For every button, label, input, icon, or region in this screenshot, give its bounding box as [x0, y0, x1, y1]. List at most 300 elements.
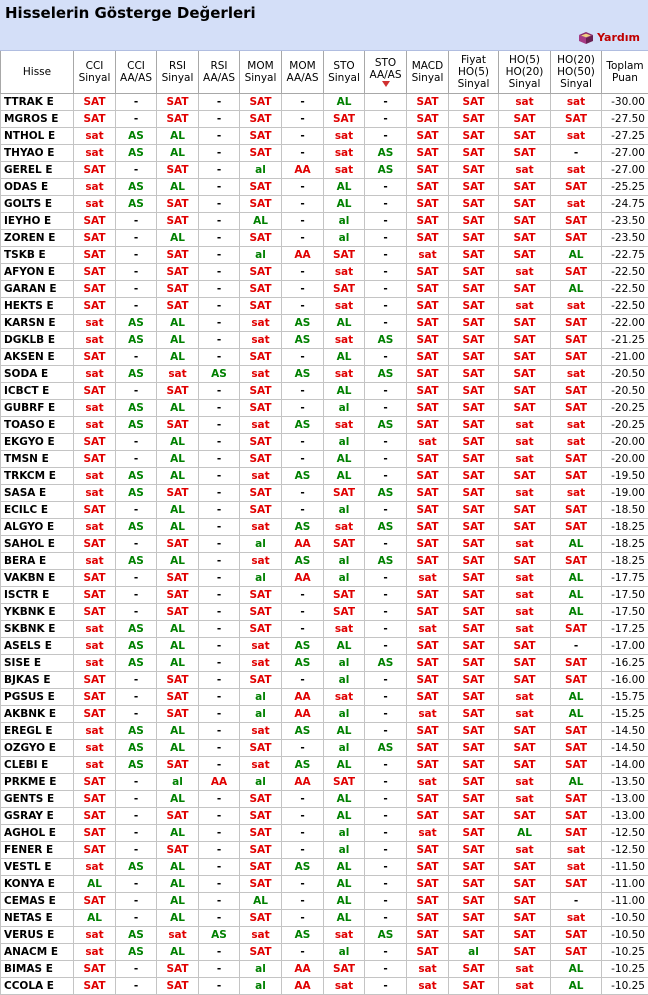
- column-header-label: Sinyal: [551, 78, 601, 90]
- signal-cell: -: [282, 808, 324, 825]
- column-header-label: Sinyal: [240, 72, 281, 84]
- total-score: -15.25: [602, 706, 648, 723]
- signal-cell: -: [116, 706, 157, 723]
- signal-cell: -: [365, 893, 407, 910]
- signal-cell: -: [365, 570, 407, 587]
- table-row: [1, 706, 648, 723]
- signal-cell: SAT: [407, 638, 449, 655]
- signal-cell: -: [116, 434, 157, 451]
- stock-symbol[interactable]: BIMAS E: [1, 961, 74, 978]
- signal-cell: sat: [499, 774, 551, 791]
- total-score: -22.75: [602, 247, 648, 264]
- signal-cell: -: [282, 94, 324, 111]
- signal-cell: SAT: [499, 553, 551, 570]
- stock-symbol[interactable]: FENER E: [1, 842, 74, 859]
- table-row: [1, 638, 648, 655]
- stock-symbol[interactable]: ZOREN E: [1, 230, 74, 247]
- signal-cell: AS: [116, 179, 157, 196]
- signal-cell: -: [365, 757, 407, 774]
- stock-symbol[interactable]: IEYHO E: [1, 213, 74, 230]
- stock-symbol[interactable]: ANACM E: [1, 944, 74, 961]
- signal-cell: sat: [499, 570, 551, 587]
- signal-cell: sat: [157, 927, 199, 944]
- signal-cell: -: [282, 910, 324, 927]
- stock-symbol[interactable]: SAHOL E: [1, 536, 74, 553]
- column-header[interactable]: [602, 51, 648, 94]
- total-score: -13.00: [602, 791, 648, 808]
- stock-symbol[interactable]: VERUS E: [1, 927, 74, 944]
- signal-cell: -: [365, 604, 407, 621]
- signal-cell: al: [324, 230, 365, 247]
- signal-cell: SAT: [407, 757, 449, 774]
- stock-symbol[interactable]: PGSUS E: [1, 689, 74, 706]
- signal-cell: SAT: [499, 723, 551, 740]
- stock-symbol[interactable]: ISCTR E: [1, 587, 74, 604]
- column-header[interactable]: [116, 51, 157, 94]
- stock-symbol[interactable]: GUBRF E: [1, 400, 74, 417]
- signal-cell: al: [324, 655, 365, 672]
- total-score: -10.25: [602, 944, 648, 961]
- column-header-label: CCI: [74, 60, 115, 72]
- signal-cell: SAT: [324, 485, 365, 502]
- help-link[interactable]: [578, 31, 640, 44]
- page-header: [0, 0, 648, 51]
- signal-cell: -: [199, 791, 240, 808]
- signal-cell: sat: [240, 553, 282, 570]
- signal-cell: -: [199, 655, 240, 672]
- signal-cell: -: [116, 842, 157, 859]
- signal-cell: -: [199, 706, 240, 723]
- stock-symbol[interactable]: TOASO E: [1, 417, 74, 434]
- signal-cell: AL: [324, 893, 365, 910]
- signal-cell: SAT: [499, 400, 551, 417]
- signal-cell: SAT: [499, 468, 551, 485]
- signal-cell: -: [365, 961, 407, 978]
- stock-symbol[interactable]: SODA E: [1, 366, 74, 383]
- total-score: -27.00: [602, 162, 648, 179]
- signal-cell: SAT: [324, 604, 365, 621]
- column-header[interactable]: [240, 51, 282, 94]
- signal-cell: sat: [74, 519, 116, 536]
- stock-symbol[interactable]: YKBNK E: [1, 604, 74, 621]
- signal-cell: SAT: [449, 587, 499, 604]
- signal-cell: -: [199, 502, 240, 519]
- signal-cell: SAT: [551, 672, 602, 689]
- signal-cell: SAT: [157, 570, 199, 587]
- signal-cell: SAT: [157, 247, 199, 264]
- stock-symbol[interactable]: AGHOL E: [1, 825, 74, 842]
- signal-cell: SAT: [407, 196, 449, 213]
- column-header-label: AA/AS: [282, 72, 323, 84]
- table-row: [1, 961, 648, 978]
- signal-cell: -: [116, 94, 157, 111]
- table-row: [1, 196, 648, 213]
- signal-cell: sat: [499, 689, 551, 706]
- stock-symbol[interactable]: SKBNK E: [1, 621, 74, 638]
- signal-cell: SAT: [499, 927, 551, 944]
- signal-cell: SAT: [407, 485, 449, 502]
- column-header-label: Hisse: [1, 66, 73, 78]
- signal-cell: sat: [240, 468, 282, 485]
- signal-cell: SAT: [551, 230, 602, 247]
- signal-cell: SAT: [157, 604, 199, 621]
- signal-cell: -: [282, 825, 324, 842]
- stock-symbol[interactable]: AKSEN E: [1, 349, 74, 366]
- column-header[interactable]: [407, 51, 449, 94]
- signal-cell: sat: [74, 417, 116, 434]
- signal-cell: -: [365, 213, 407, 230]
- column-header-label: Fiyat: [449, 54, 498, 66]
- signal-cell: SAT: [74, 230, 116, 247]
- signal-cell: sat: [499, 536, 551, 553]
- signal-cell: -: [199, 145, 240, 162]
- stock-symbol[interactable]: BJKAS E: [1, 672, 74, 689]
- signal-cell: -: [199, 179, 240, 196]
- signal-cell: -: [282, 383, 324, 400]
- column-header[interactable]: [551, 51, 602, 94]
- signal-cell: -: [116, 383, 157, 400]
- stock-symbol[interactable]: PRKME E: [1, 774, 74, 791]
- table-row: [1, 179, 648, 196]
- signal-cell: SAT: [324, 774, 365, 791]
- signal-cell: sat: [499, 978, 551, 995]
- signal-cell: AA: [282, 978, 324, 995]
- signal-cell: AL: [324, 468, 365, 485]
- total-score: -16.25: [602, 655, 648, 672]
- signal-cell: AS: [116, 757, 157, 774]
- stock-symbol[interactable]: NTHOL E: [1, 128, 74, 145]
- table-row: [1, 400, 648, 417]
- signal-cell: AL: [499, 825, 551, 842]
- signal-cell: AL: [324, 910, 365, 927]
- signal-cell: sat: [74, 740, 116, 757]
- signal-cell: SAT: [157, 264, 199, 281]
- stock-symbol[interactable]: DGKLB E: [1, 332, 74, 349]
- signal-cell: SAT: [407, 94, 449, 111]
- column-header-label: STO: [365, 57, 406, 69]
- signal-cell: AS: [282, 315, 324, 332]
- signal-cell: -: [199, 264, 240, 281]
- signal-cell: SAT: [157, 808, 199, 825]
- total-score: -11.00: [602, 876, 648, 893]
- signal-cell: sat: [74, 485, 116, 502]
- total-score: -20.25: [602, 417, 648, 434]
- signal-cell: SAT: [74, 349, 116, 366]
- stock-symbol[interactable]: EKGYO E: [1, 434, 74, 451]
- stock-symbol[interactable]: TMSN E: [1, 451, 74, 468]
- column-header[interactable]: [499, 51, 551, 94]
- signal-cell: SAT: [240, 281, 282, 298]
- stock-symbol[interactable]: ECILC E: [1, 502, 74, 519]
- signal-cell: AL: [157, 859, 199, 876]
- signal-cell: AL: [157, 128, 199, 145]
- signal-cell: sat: [407, 978, 449, 995]
- column-header-label: HO(50): [551, 66, 601, 78]
- signal-cell: AS: [365, 927, 407, 944]
- total-score: -22.00: [602, 315, 648, 332]
- signal-cell: SAT: [499, 349, 551, 366]
- total-score: -22.50: [602, 298, 648, 315]
- signal-cell: SAT: [499, 383, 551, 400]
- total-score: -12.50: [602, 825, 648, 842]
- signal-cell: SAT: [407, 179, 449, 196]
- stock-symbol[interactable]: CCOLA E: [1, 978, 74, 995]
- signal-cell: SAT: [449, 128, 499, 145]
- table-row: [1, 689, 648, 706]
- signal-cell: -: [116, 451, 157, 468]
- signal-cell: AL: [157, 451, 199, 468]
- signal-cell: sat: [324, 332, 365, 349]
- page-title: Hisselerin Gösterge Değerleri: [5, 4, 256, 22]
- column-header[interactable]: [157, 51, 199, 94]
- signal-cell: SAT: [449, 570, 499, 587]
- signal-cell: al: [324, 400, 365, 417]
- stock-symbol[interactable]: VAKBN E: [1, 570, 74, 587]
- signal-cell: sat: [240, 366, 282, 383]
- signal-cell: SAT: [499, 111, 551, 128]
- signal-cell: -: [199, 604, 240, 621]
- signal-cell: -: [116, 349, 157, 366]
- signal-cell: SAT: [407, 264, 449, 281]
- signal-cell: -: [365, 689, 407, 706]
- signal-cell: AA: [282, 689, 324, 706]
- stock-symbol[interactable]: CLEBI E: [1, 757, 74, 774]
- signal-cell: SAT: [499, 332, 551, 349]
- stock-symbol[interactable]: ALGYO E: [1, 519, 74, 536]
- signal-cell: SAT: [74, 791, 116, 808]
- signal-cell: -: [365, 536, 407, 553]
- signal-cell: sat: [324, 927, 365, 944]
- signal-cell: SAT: [551, 451, 602, 468]
- stock-symbol[interactable]: TRKCM E: [1, 468, 74, 485]
- signal-cell: SAT: [499, 366, 551, 383]
- table-row: [1, 332, 648, 349]
- signal-cell: SAT: [499, 315, 551, 332]
- table-row: [1, 808, 648, 825]
- signal-cell: SAT: [449, 740, 499, 757]
- column-header-label: RSI: [199, 60, 239, 72]
- signal-cell: AL: [157, 825, 199, 842]
- stock-symbol[interactable]: NETAS E: [1, 910, 74, 927]
- signal-cell: SAT: [157, 281, 199, 298]
- signal-cell: AL: [551, 281, 602, 298]
- total-score: -20.50: [602, 366, 648, 383]
- total-score: -16.00: [602, 672, 648, 689]
- signal-cell: SAT: [449, 315, 499, 332]
- signal-cell: SAT: [157, 111, 199, 128]
- signal-cell: -: [282, 672, 324, 689]
- signal-cell: -: [116, 264, 157, 281]
- signal-cell: -: [199, 553, 240, 570]
- signal-cell: AL: [324, 383, 365, 400]
- table-row: [1, 978, 648, 995]
- signal-cell: AL: [157, 468, 199, 485]
- stock-symbol[interactable]: KONYA E: [1, 876, 74, 893]
- signal-cell: AS: [282, 655, 324, 672]
- signal-cell: AS: [116, 740, 157, 757]
- signal-cell: SAT: [499, 808, 551, 825]
- signal-cell: AL: [157, 910, 199, 927]
- signal-cell: SAT: [157, 536, 199, 553]
- signal-cell: -: [199, 672, 240, 689]
- stock-symbol[interactable]: EREGL E: [1, 723, 74, 740]
- signal-cell: SAT: [407, 876, 449, 893]
- signal-cell: -: [116, 536, 157, 553]
- total-score: -21.25: [602, 332, 648, 349]
- signal-cell: -: [365, 638, 407, 655]
- stock-symbol[interactable]: TSKB E: [1, 247, 74, 264]
- column-header[interactable]: [199, 51, 240, 94]
- stock-symbol[interactable]: AKBNK E: [1, 706, 74, 723]
- signal-cell: sat: [499, 621, 551, 638]
- stock-symbol[interactable]: GEREL E: [1, 162, 74, 179]
- signal-cell: al: [240, 774, 282, 791]
- signal-cell: AL: [240, 893, 282, 910]
- stock-symbol[interactable]: ODAS E: [1, 179, 74, 196]
- total-score: -18.50: [602, 502, 648, 519]
- signal-cell: SAT: [499, 502, 551, 519]
- signal-cell: sat: [240, 757, 282, 774]
- signal-cell: SAT: [74, 247, 116, 264]
- stock-symbol[interactable]: SISE E: [1, 655, 74, 672]
- signal-cell: sat: [407, 706, 449, 723]
- signal-cell: SAT: [449, 213, 499, 230]
- stock-symbol[interactable]: SASA E: [1, 485, 74, 502]
- stock-symbol[interactable]: THYAO E: [1, 145, 74, 162]
- column-header-label: HO(20): [551, 54, 601, 66]
- table-row: [1, 94, 648, 111]
- total-score: -18.25: [602, 536, 648, 553]
- signal-cell: -: [199, 111, 240, 128]
- signal-cell: sat: [499, 434, 551, 451]
- signal-cell: al: [240, 978, 282, 995]
- signal-cell: SAT: [407, 723, 449, 740]
- signal-cell: SAT: [324, 536, 365, 553]
- signal-cell: SAT: [240, 145, 282, 162]
- stock-symbol[interactable]: ASELS E: [1, 638, 74, 655]
- signal-cell: SAT: [157, 196, 199, 213]
- signal-cell: SAT: [449, 723, 499, 740]
- signal-cell: sat: [240, 417, 282, 434]
- signal-cell: sat: [324, 621, 365, 638]
- signal-cell: -: [199, 842, 240, 859]
- signal-cell: sat: [74, 553, 116, 570]
- signal-cell: SAT: [499, 672, 551, 689]
- signal-cell: AL: [157, 145, 199, 162]
- signal-cell: SAT: [499, 213, 551, 230]
- column-header[interactable]: [1, 51, 74, 94]
- total-score: -10.25: [602, 978, 648, 995]
- stock-symbol[interactable]: GENTS E: [1, 791, 74, 808]
- signal-cell: AL: [157, 553, 199, 570]
- signal-cell: -: [199, 383, 240, 400]
- signal-cell: SAT: [499, 247, 551, 264]
- signal-cell: -: [116, 825, 157, 842]
- signal-cell: sat: [551, 842, 602, 859]
- signal-cell: AA: [282, 162, 324, 179]
- stock-symbol[interactable]: MGROS E: [1, 111, 74, 128]
- table-row: [1, 910, 648, 927]
- signal-cell: AS: [282, 519, 324, 536]
- signal-cell: -: [116, 961, 157, 978]
- signal-cell: AL: [551, 706, 602, 723]
- signal-cell: -: [282, 349, 324, 366]
- signal-cell: SAT: [240, 128, 282, 145]
- signal-cell: SAT: [449, 604, 499, 621]
- column-header[interactable]: [282, 51, 324, 94]
- column-header[interactable]: [74, 51, 116, 94]
- signal-cell: SAT: [551, 944, 602, 961]
- signal-cell: AL: [157, 944, 199, 961]
- stock-symbol[interactable]: GOLTS E: [1, 196, 74, 213]
- signal-cell: AL: [157, 638, 199, 655]
- signal-cell: -: [365, 298, 407, 315]
- signal-cell: SAT: [499, 944, 551, 961]
- table-row: [1, 434, 648, 451]
- stock-symbol[interactable]: ICBCT E: [1, 383, 74, 400]
- stock-symbol[interactable]: CEMAS E: [1, 893, 74, 910]
- stock-symbol[interactable]: VESTL E: [1, 859, 74, 876]
- total-score: -19.50: [602, 468, 648, 485]
- stock-symbol[interactable]: GARAN E: [1, 281, 74, 298]
- total-score: -12.50: [602, 842, 648, 859]
- stock-symbol[interactable]: KARSN E: [1, 315, 74, 332]
- signal-cell: SAT: [449, 485, 499, 502]
- signal-cell: SAT: [499, 179, 551, 196]
- signal-cell: AS: [282, 927, 324, 944]
- table-row: [1, 519, 648, 536]
- column-header-label: STO: [324, 60, 364, 72]
- signal-cell: AL: [324, 196, 365, 213]
- signal-cell: SAT: [551, 315, 602, 332]
- column-header[interactable]: [324, 51, 365, 94]
- stock-symbol[interactable]: TTRAK E: [1, 94, 74, 111]
- signal-cell: SAT: [449, 791, 499, 808]
- total-score: -20.00: [602, 434, 648, 451]
- signal-cell: AS: [116, 468, 157, 485]
- column-header[interactable]: [449, 51, 499, 94]
- signal-cell: -: [199, 298, 240, 315]
- stock-symbol[interactable]: HEKTS E: [1, 298, 74, 315]
- signal-cell: AA: [282, 774, 324, 791]
- signal-cell: SAT: [74, 774, 116, 791]
- signal-cell: -: [116, 587, 157, 604]
- stock-symbol[interactable]: BERA E: [1, 553, 74, 570]
- stock-symbol[interactable]: GSRAY E: [1, 808, 74, 825]
- signal-cell: SAT: [157, 417, 199, 434]
- signal-cell: AL: [324, 94, 365, 111]
- signal-cell: -: [116, 893, 157, 910]
- stock-symbol[interactable]: AFYON E: [1, 264, 74, 281]
- signal-cell: sat: [407, 774, 449, 791]
- signal-cell: AL: [157, 230, 199, 247]
- stock-symbol[interactable]: OZGYO E: [1, 740, 74, 757]
- signal-cell: AS: [365, 332, 407, 349]
- signal-cell: AL: [324, 451, 365, 468]
- signal-cell: al: [240, 570, 282, 587]
- column-header[interactable]: [365, 51, 407, 94]
- signal-cell: -: [199, 128, 240, 145]
- signal-cell: SAT: [240, 621, 282, 638]
- signal-cell: sat: [407, 570, 449, 587]
- signal-cell: sat: [240, 723, 282, 740]
- signal-cell: sat: [499, 417, 551, 434]
- table-row: [1, 740, 648, 757]
- signal-cell: SAT: [449, 859, 499, 876]
- signal-cell: SAT: [157, 94, 199, 111]
- signal-cell: -: [365, 774, 407, 791]
- total-score: -14.00: [602, 757, 648, 774]
